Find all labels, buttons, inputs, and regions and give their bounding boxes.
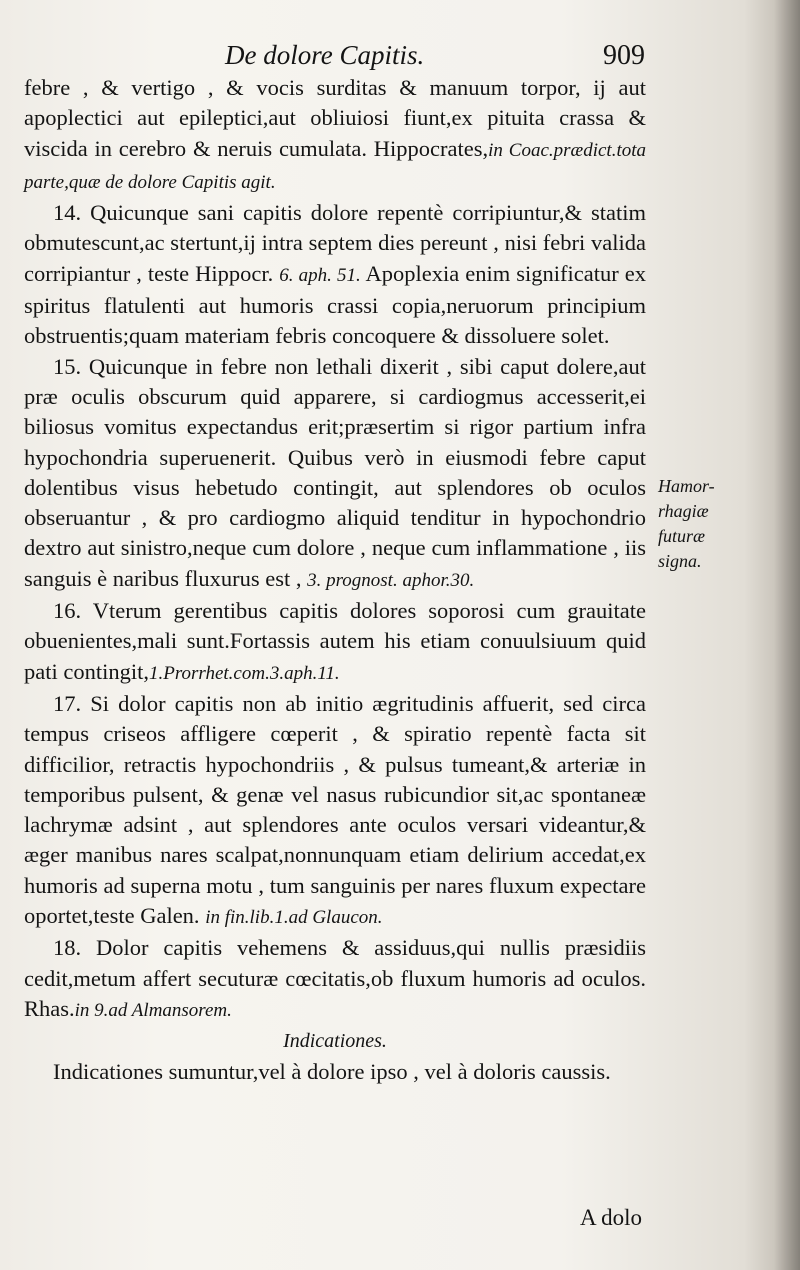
- paragraph-text: Indicationes sumuntur,vel à dolore ipso , vel à doloris caussis.: [53, 1058, 611, 1084]
- paragraph-text: 17. Si dolor capitis non ab initio ægritudinis affuerit, sed circa tempus criseos affligere cœperit , & spiratio repentè facta sit difficilior, retractis hypochondriis , & pulsus tumeant,& arteriæ in temporibus pulsent, & genæ vel nasus rubicundior sit,ac spontaneæ lachrymæ adsint , aut splendores ante oculos versari videantur,& æger manibus nares scalpat,nonnunquam etiam delirium accedat,ex humoris ad superna motu , tum sanguinis per nares fluxum expectare oportet,teste Galen.: [24, 690, 646, 929]
- margin-note-line: rhagiæ: [658, 501, 709, 521]
- paragraph-text: febre , & vertigo , & vocis surditas & manuum torpor, ij aut apoplectici aut epileptici,aut obliuiosi fiunt,ex pituita crassa & viscida in cerebro & neruis cumulata. Hippocrates,: [24, 75, 646, 161]
- citation: 3. prognost. aphor.30.: [307, 569, 475, 591]
- paragraph-14: [24, 198, 646, 351]
- citation: in fin.lib.1.ad Glaucon.: [205, 907, 383, 929]
- paragraph-17: [24, 689, 646, 933]
- margin-note-line: signa.: [658, 551, 702, 571]
- paragraph-text: 15. Quicunque in febre non lethali dixerit , sibi caput dolere,aut præ oculis obscurum quid apparere, si cardiogmus accesserit,ei biliosus vomitus expectandus erit;præsertim si rigor partium infra hypochondria superuenerit. Quibus verò in eiusmodi febre caput dolentibus visus hebetudo contingit, aut splendores ob oculos obseruantur , & pro cardiogmo aliquid tenditur in hypochondrio dextro aut sinistro,neque cum dolore , neque cum inflammatione , iis sanguis è naribus fluxurus est ,: [24, 353, 646, 591]
- paragraph-text: 16. Vterum gerentibus capitis dolores soporosi cum grauitate obuenientes,mali sunt.Fortassis autem his etiam conuulsiuum quid pati contingit,: [24, 598, 646, 684]
- paragraph-text: 14. Quicunque sani capitis dolore repentè corripiuntur,& statim obmutescunt,ac stertunt,ij intra septem dies pereunt , nisi febri valida corripiantur , teste Hippocr.: [24, 200, 646, 286]
- paragraph-text: 18. Dolor capitis vehemens & assiduus,qui nullis præsidiis cedit,metum affert secuturæ cœcitatis,ob fluxum humoris ad oculos. Rhas.: [24, 935, 646, 1021]
- paragraph-indicationes: [24, 1057, 646, 1087]
- body-text: [24, 73, 646, 1087]
- margin-note-line: Hamor-: [658, 476, 715, 496]
- margin-note-line: futuræ: [658, 526, 706, 546]
- citation: in 9.ad Almansorem.: [74, 999, 232, 1021]
- citation: 1.Prorrhet.com.3.aph.11.: [148, 662, 340, 684]
- catchword: A dolo: [580, 1205, 642, 1230]
- margin-note: [658, 474, 753, 574]
- paragraph-text: Apoplexia enim significatur ex spiritus flatulenti aut humoris crassi copia,neruorum principium obstruentis;quam materiam febris concoquere & dissoluere solet.: [24, 260, 647, 349]
- paragraph-continuation: [24, 73, 646, 198]
- paragraph-15: [24, 352, 646, 596]
- page-number: 909: [603, 40, 645, 71]
- page-edge-shadow: [774, 0, 800, 1270]
- paragraph-18: [24, 933, 646, 1026]
- section-heading: Indicationes.: [283, 1030, 387, 1053]
- paragraph-16: [24, 596, 646, 689]
- citation: in Coac.prædict.tota parte,quæ de dolore Capitis agit.: [24, 139, 647, 193]
- running-head: De dolore Capitis.: [225, 40, 425, 70]
- citation: 6. aph. 51.: [279, 264, 361, 286]
